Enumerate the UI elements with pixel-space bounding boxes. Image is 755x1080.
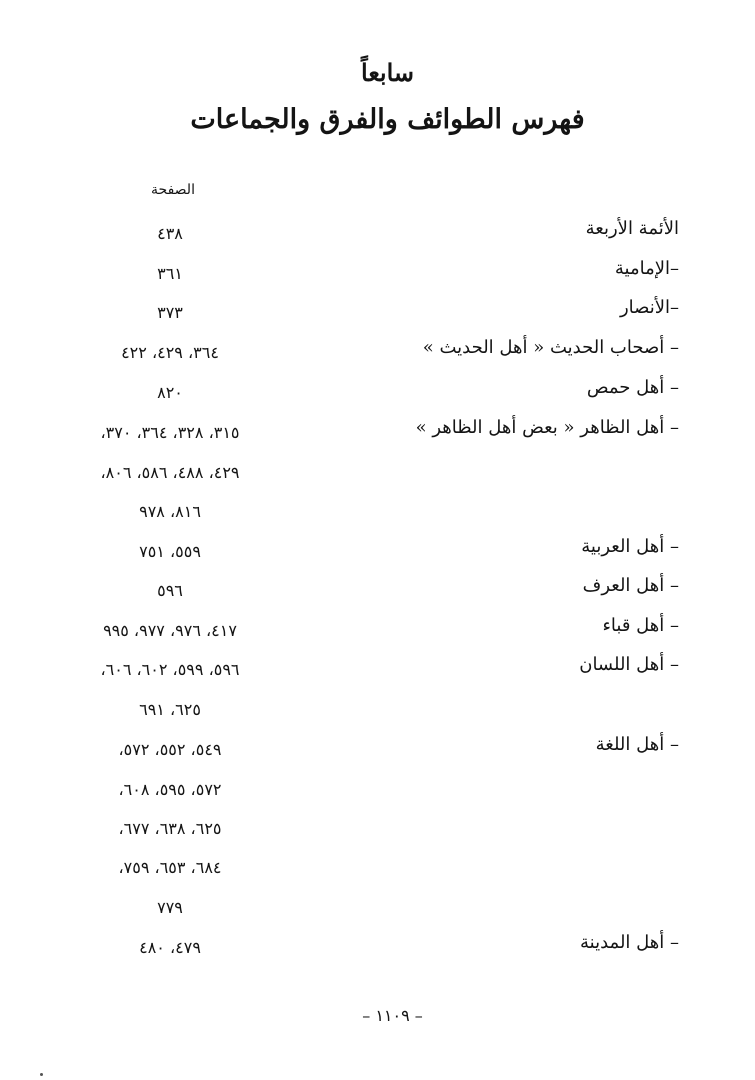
entry-term: – أهل الظاهر « بعض أهل الظاهر » bbox=[415, 417, 679, 438]
entry-term: الأئمة الأربعة bbox=[585, 218, 679, 239]
entry-pages: ٦٨٤، ٦٥٣، ٧٥٩، bbox=[118, 858, 222, 877]
entry-pages: ٥٥٩، ٧٥١ bbox=[139, 542, 201, 561]
entry-term: – أهل حمص bbox=[586, 377, 679, 398]
index-title: فهرس الطوائف والفرق والجماعات bbox=[190, 104, 585, 135]
page-number: – ١١٠٩ – bbox=[362, 1006, 423, 1025]
entry-pages: ٥٩٦ bbox=[157, 581, 183, 600]
entry-term: – أهل اللسان bbox=[579, 654, 679, 675]
entry-term: – أهل اللغة bbox=[595, 734, 679, 755]
entry-pages: ٣٧٣ bbox=[157, 303, 183, 322]
entry-pages: ٥٩٦، ٥٩٩، ٦٠٢، ٦٠٦، bbox=[100, 660, 240, 679]
entry-pages: ٥٤٩، ٥٥٢، ٥٧٢، bbox=[118, 740, 222, 759]
entry-pages: ٥٧٢، ٥٩٥، ٦٠٨، bbox=[118, 780, 222, 799]
entry-pages: ٦٢٥، ٦٩١ bbox=[139, 700, 201, 719]
entry-pages: ٤١٧، ٩٧٦، ٩٧٧، ٩٩٥ bbox=[103, 621, 237, 640]
page-column-header: الصفحة bbox=[151, 182, 195, 198]
entry-pages: ٨١٦، ٩٧٨ bbox=[139, 502, 201, 521]
entry-pages: ٣٦١ bbox=[157, 264, 183, 283]
entry-pages: ٤٧٩، ٤٨٠ bbox=[139, 938, 201, 957]
entry-term: – أهل العرف bbox=[582, 575, 679, 596]
entry-term: – أهل العربية bbox=[581, 536, 679, 557]
entry-pages: ٧٧٩ bbox=[157, 898, 183, 917]
entry-pages: ٣٦٤، ٤٢٩، ٤٢٢ bbox=[121, 343, 219, 362]
entry-term: – أصحاب الحديث « أهل الحديث » bbox=[422, 337, 679, 358]
entry-term: – أهل المدينة bbox=[580, 932, 679, 953]
entry-pages: ٨٢٠ bbox=[157, 383, 183, 402]
entry-pages: ٣١٥، ٣٢٨، ٣٦٤، ٣٧٠، bbox=[100, 423, 240, 442]
entry-term: – أهل قباء bbox=[602, 615, 679, 636]
entry-pages: ٤٣٨ bbox=[157, 224, 183, 243]
entry-term: –الإمامية bbox=[614, 258, 679, 279]
section-label: سابعاً bbox=[361, 58, 414, 87]
entry-pages: ٤٢٩، ٤٨٨، ٥٨٦، ٨٠٦، bbox=[100, 463, 240, 482]
scan-speck bbox=[40, 1073, 43, 1076]
entry-term: –الأنصار bbox=[619, 297, 679, 318]
entry-pages: ٦٢٥، ٦٣٨، ٦٧٧، bbox=[118, 819, 222, 838]
